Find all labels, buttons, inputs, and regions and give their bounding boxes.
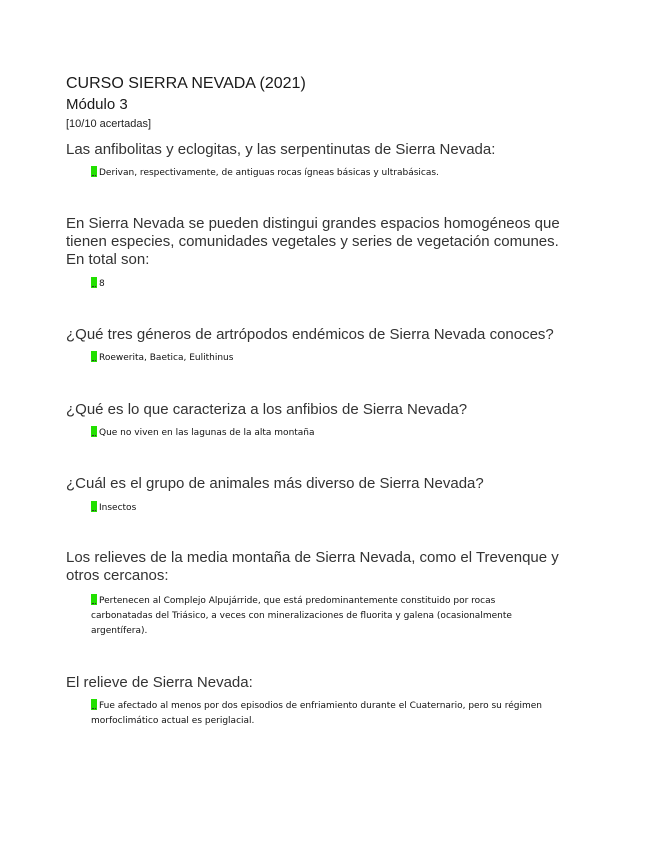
- correct-marker-icon: [91, 277, 97, 288]
- question-4: ¿Qué es lo que caracteriza a los anfibios de Sierra Nevada?: [66, 401, 468, 418]
- answer-5: [91, 501, 551, 516]
- question-7: El relieve de Sierra Nevada:: [66, 674, 253, 691]
- answer-text: Pertenecen al Complejo Alpujárride, que está predominantemente constituido por rocas carbonatadas del Triásico, a veces con mineralizaciones de fluorita y galena (ocasionalmente argentífera).: [91, 596, 512, 636]
- question-1: Las anfibolitas y eclogitas, y las serpentinutas de Sierra Nevada:: [66, 141, 496, 158]
- answer-2: [91, 277, 551, 292]
- answer-7: [91, 699, 551, 729]
- answer-text: 8: [99, 279, 105, 289]
- answer-1: [91, 166, 551, 181]
- answer-text: Fue afectado al menos por dos episodios de enfriamiento durante el Cuaternario, pero su régimen morfoclimático actual es periglacial.: [91, 701, 542, 726]
- question-3: ¿Qué tres géneros de artrópodos endémicos de Sierra Nevada conoces?: [66, 326, 554, 343]
- question-2: En Sierra Nevada se pueden distingui grandes espacios homogéneos que tienen especies, comunidades vegetales y series de vegetación comunes. En total son:: [66, 215, 560, 268]
- answer-3: [91, 351, 551, 366]
- correct-marker-icon: [91, 166, 97, 177]
- correct-marker-icon: [91, 351, 97, 362]
- question-6: Los relieves de la media montaña de Sierra Nevada, como el Trevenque y otros cercanos:: [66, 549, 559, 584]
- module-title: Módulo 3: [66, 96, 128, 113]
- course-title: CURSO SIERRA NEVADA (2021): [66, 75, 306, 92]
- correct-marker-icon: [91, 699, 97, 710]
- answer-text: Derivan, respectivamente, de antiguas rocas ígneas básicas y ultrabásicas.: [99, 168, 439, 178]
- answer-text: Insectos: [99, 503, 137, 513]
- answer-text: Que no viven en las lagunas de la alta montaña: [99, 428, 315, 438]
- correct-marker-icon: [91, 426, 97, 437]
- question-5: ¿Cuál es el grupo de animales más diverso de Sierra Nevada?: [66, 475, 484, 492]
- answer-4: [91, 426, 551, 441]
- correct-marker-icon: [91, 594, 97, 605]
- answer-text: Roewerita, Baetica, Eulithinus: [99, 353, 234, 363]
- answer-6: [91, 594, 551, 639]
- score-label: [10/10 acertadas]: [66, 118, 152, 130]
- correct-marker-icon: [91, 501, 97, 512]
